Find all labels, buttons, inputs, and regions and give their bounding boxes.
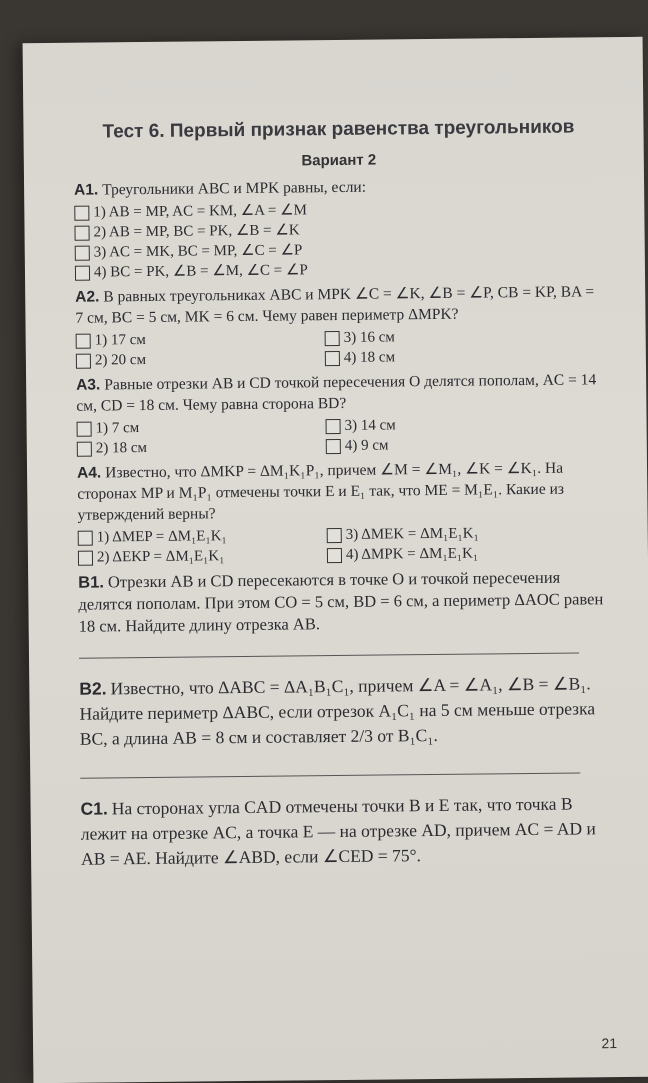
- question-text: Равные отрезки AB и CD точкой пересечения O делятся пополам, AC = 14 см, CD = 18 см. Чему равна сторона BD?: [76, 371, 597, 415]
- question-number: А3.: [76, 376, 101, 394]
- a2-options: [76, 325, 606, 371]
- answer-option[interactable]: [327, 543, 562, 565]
- answer-option[interactable]: [77, 416, 312, 438]
- checkbox[interactable]: [75, 265, 90, 280]
- option-label: 4) ΔMPK = ΔM₁E₁K₁: [345, 545, 479, 563]
- page-number: 21: [601, 1035, 618, 1052]
- option-label: 4) 18 см: [343, 349, 396, 366]
- page-content: [73, 115, 611, 874]
- answer-option[interactable]: [327, 523, 562, 545]
- answer-option[interactable]: [325, 326, 560, 348]
- option-label: 3) AC = MK, BC = MP, ∠C = ∠P: [93, 242, 303, 261]
- checkbox[interactable]: [78, 550, 93, 565]
- option-label: 1) 17 см: [94, 332, 146, 349]
- answer-option[interactable]: [78, 545, 313, 567]
- checkbox[interactable]: [325, 350, 340, 365]
- checkbox[interactable]: [76, 353, 91, 368]
- checkbox[interactable]: [74, 225, 89, 240]
- question-c1: [80, 791, 611, 872]
- answer-option[interactable]: [78, 525, 313, 547]
- checkbox[interactable]: [76, 333, 91, 348]
- option-label: 2) 18 см: [95, 439, 148, 457]
- option-label: 1) 7 см: [95, 420, 140, 437]
- checkbox[interactable]: [326, 418, 341, 433]
- a4-options: [78, 522, 608, 568]
- question-a3: [76, 369, 606, 417]
- option-label: 1) ΔMEP = ΔM₁E₁K₁: [96, 528, 227, 546]
- option-label: 3) 14 см: [344, 417, 396, 434]
- answer-line[interactable]: [79, 652, 579, 658]
- option-label: 2) AB = MP, BC = PK, ∠B = ∠K: [93, 222, 300, 241]
- question-text: Известно, что ΔMKP = ΔM₁K₁P₁, причем ∠M = ∠M₁, ∠K = ∠K₁. На сторонах MP и M₁P₁ отмечены точки E и E₁ так, что ME = M₁E₁. Какие из утверждений верны?: [77, 459, 565, 524]
- question-number: А4.: [76, 464, 102, 482]
- answer-line[interactable]: [80, 772, 580, 778]
- question-number: А2.: [75, 288, 100, 306]
- question-text: Отрезки AB и CD пересекаются в точке O и точкой пересечения делятся пополам. При этом CO = 5 см, BD = 6 см, а периметр ΔAOC равен 18 см. Найдите длину отрезка AB.: [78, 567, 604, 636]
- checkbox[interactable]: [74, 205, 89, 220]
- question-b1: [78, 566, 609, 638]
- option-label: 4) BC = PK, ∠B = ∠M, ∠C = ∠P: [93, 262, 308, 281]
- answer-option[interactable]: [326, 434, 561, 456]
- option-label: 4) 9 см: [344, 437, 389, 454]
- option-label: 1) AB = MP, AC = KM, ∠A = ∠M: [93, 202, 307, 221]
- question-b2: [79, 671, 610, 752]
- question-text: В равных треугольниках ABC и MPK ∠C = ∠K, ∠B = ∠P, CB = KP, BA = 7 см, BC = 5 см, MK = 6 см. Чему равен периметр ΔMPK?: [75, 283, 595, 327]
- variant-heading: Вариант 2: [301, 151, 377, 170]
- question-number: В2.: [79, 678, 107, 699]
- question-text: Треугольники ABC и MPK равны, если:: [102, 178, 367, 199]
- checkbox[interactable]: [327, 547, 342, 562]
- answer-option[interactable]: [325, 346, 560, 368]
- checkbox[interactable]: [326, 438, 341, 453]
- checkbox[interactable]: [327, 527, 342, 542]
- checkbox[interactable]: [77, 421, 92, 436]
- answer-option[interactable]: [76, 348, 311, 370]
- question-number: В1.: [78, 573, 105, 592]
- question-number: С1.: [80, 798, 108, 819]
- question-text: На сторонах угла CAD отмечены точки B и E так, что точка B лежит на отрезке AC, а точка E — на отрезке AD, причем AC = AD и AB = AE. Найдите ∠ABD, если ∠CED = 75°.: [80, 793, 596, 869]
- answer-option[interactable]: [325, 414, 560, 436]
- test-title: Тест 6. Первый признак равенства треугольников: [102, 116, 575, 143]
- option-label: 2) ΔEKP = ΔM₁E₁K₁: [96, 548, 225, 566]
- option-label: 2) 20 см: [94, 351, 147, 369]
- question-text: Известно, что ΔABC = ΔA₁B₁C₁, причем ∠A = ∠A₁, ∠B = ∠B₁. Найдите периметр ΔABC, если отрезок A₁C₁ на 5 см меньше отрезка BC, а длина AB = 8 см и составляет 2/3 от B₁C₁.: [79, 673, 596, 749]
- checkbox[interactable]: [77, 441, 92, 456]
- question-a2: [75, 281, 605, 329]
- checkbox[interactable]: [78, 530, 93, 545]
- a1-options: [74, 197, 605, 283]
- answer-option[interactable]: [75, 257, 605, 283]
- checkbox[interactable]: [325, 330, 340, 345]
- answer-option[interactable]: [77, 436, 312, 458]
- option-label: 3) 16 см: [343, 329, 395, 346]
- a3-options: [77, 413, 607, 459]
- checkbox[interactable]: [75, 245, 90, 260]
- question-a1: [74, 174, 604, 201]
- answer-option[interactable]: [76, 328, 311, 350]
- option-label: 3) ΔMEK = ΔM₁E₁K₁: [345, 525, 479, 543]
- question-number: А1.: [74, 181, 99, 199]
- question-a4: [77, 457, 608, 526]
- workbook-page: [23, 37, 648, 1083]
